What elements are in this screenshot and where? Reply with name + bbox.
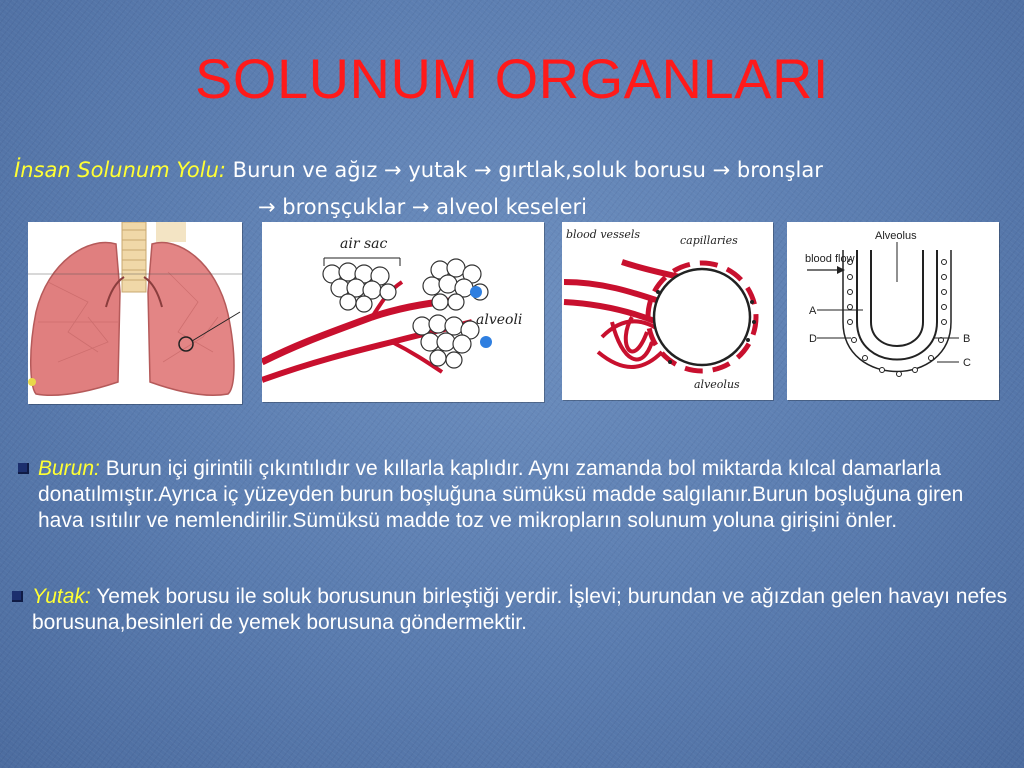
yutak-text: Yemek borusu ile soluk borusunun birleştiği yerdir. İşlevi; burundan ve ağızdan gelen havayı nefes borusuna,besinleri de yemek borusuna göndermektir. [32,585,1008,634]
capillaries-label: capillaries [680,234,738,247]
burun-paragraph [38,456,988,534]
capillaries-image [562,222,773,400]
blood-vessels-label: blood vessels [566,228,641,241]
respiratory-path-line-2 [258,195,587,219]
lungs-illustration [28,222,242,404]
label-b: B [963,333,971,345]
yutak-paragraph [32,584,1017,636]
label-d: D [809,333,817,345]
alveolus-diagram-image [787,222,999,400]
alveolus-label: alveolus [694,378,740,391]
air-sac-illustration [262,222,544,402]
label-a: A [809,305,817,317]
burun-label: Burun: [38,457,100,480]
burun-text: Burun içi girintili çıkıntılıdır ve kıllarla kaplıdır. Aynı zamanda bol miktarda kılcal damarlarla donatılmıştır.Ayrıca iç yüzeyden burun boşluğuna sümüksü madde salgılanır.Burun boşluğuna giren hava ısıtılır ve nemlendirilir.Sümüksü madde toz ve mikropların solunum yoluna girişini önler. [38,457,964,532]
respiratory-path-text-1: Burun ve ağız → yutak → gırtlak,soluk borusu → bronşlar [232,158,823,182]
capillaries-illustration [562,222,773,400]
yutak-label: Yutak: [32,585,91,608]
yutak-bullet [12,591,23,602]
respiratory-path-line-1 [14,158,823,182]
lungs-image [28,222,242,404]
slide-title: SOLUNUM ORGANLARI [195,47,829,110]
respiratory-path-text-2: → bronşçuklar → alveol keseleri [258,195,587,219]
label-c: C [963,357,971,369]
blood-flow-label: blood flow [805,253,855,265]
alveolus-title-label: Alveolus [875,230,917,242]
air-sac-label: air sac [340,236,388,252]
air-sac-image [262,222,544,402]
alveolus-diagram-illustration [787,222,999,400]
alveoli-label: alveoli [476,312,523,328]
burun-bullet [18,463,29,474]
respiratory-path-label: İnsan Solunum Yolu: [14,158,226,182]
